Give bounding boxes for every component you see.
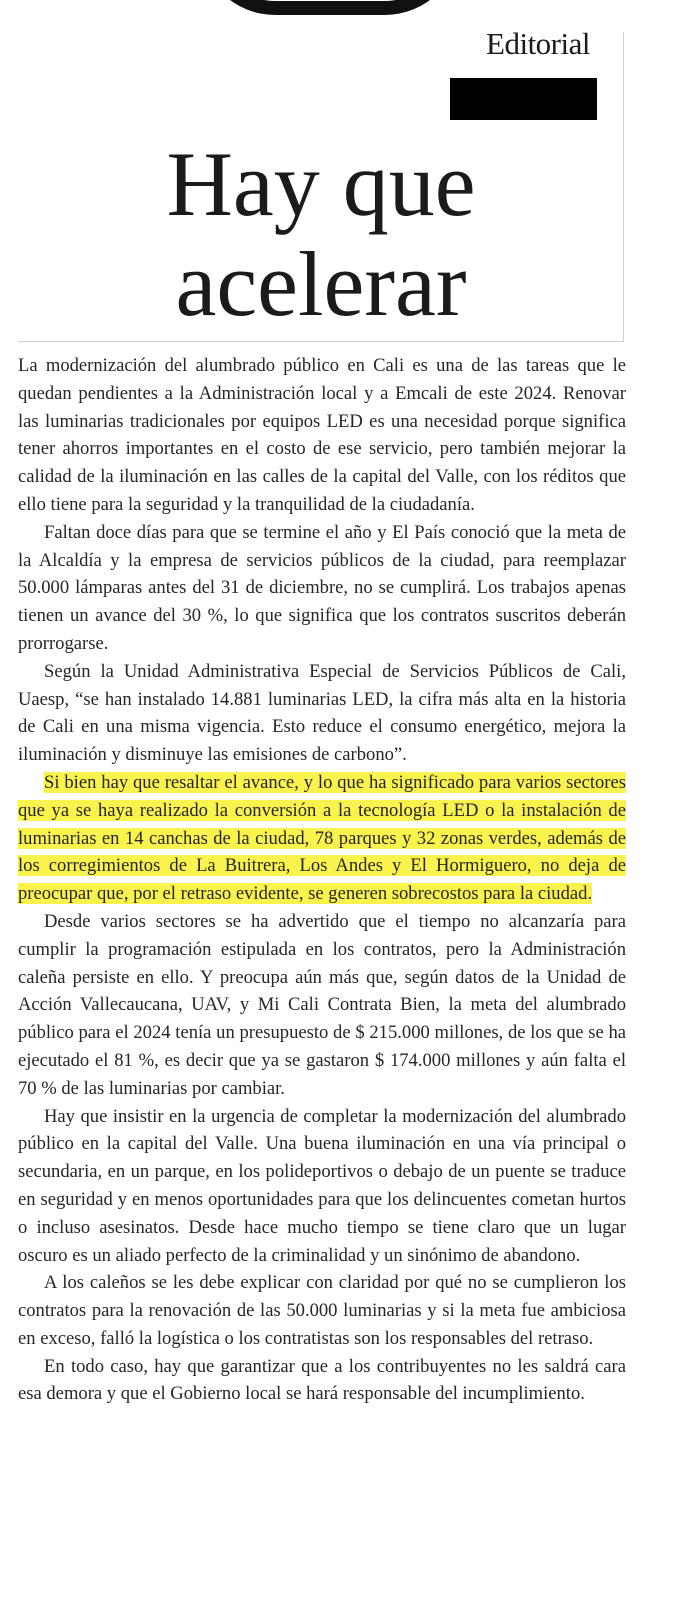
redaction-bar xyxy=(450,78,597,120)
section-label: Editorial xyxy=(486,26,590,61)
paragraph-6: Hay que insistir en la urgencia de completar la modernización del alumbrado público en la capital del Valle. Una buena iluminación en una vía principal o secundaria, en un parque, en los polideportivos o debajo de un puente se traduce en seguridad y en menos oportunidades para que los delincuentes cometan hurtos o incluso asesinatos. Desde hace mucho tiempo se tiene claro que un lugar oscuro es un aliado perfecto de la criminalidad y un sinónimo de abandono. xyxy=(18,1105,626,1266)
paragraph-2: Faltan doce días para que se termine el año y El País conoció que la meta de la Alcaldía y la empresa de servicios públicos de la ciudad, para reemplazar 50.000 lámparas antes del 31 de diciembre, no se cumplirá. Los trabajos apenas tienen un avance del 30 %, lo que significa que los contratos suscritos deberán prorrogarse. xyxy=(18,521,626,654)
paragraph-5: Desde varios sectores se ha advertido que el tiempo no alcanzaría para cumplir la programación estipulada en los contratos, pero la Administración caleña persiste en ello. Y preocupa aún más que, según datos de la Unidad de Acción Vallecaucana, UAV, y Mi Cali Contrata Bien, la meta del alumbrado público para el 2024 tenía un presupuesto de $ 215.000 millones, de los que se ha ejecutado el 81 %, es decir que ya se gastaron $ 174.000 millones y aún falta el 70 % de las luminarias por cambiar. xyxy=(18,910,626,1099)
paragraph-7: A los caleños se les debe explicar con claridad por qué no se cumplieron los contratos para la renovación de las 50.000 luminarias y si la meta fue ambiciosa en exceso, falló la logística o los contratistas son los responsables del retraso. xyxy=(18,1272,626,1349)
paragraph-3: Según la Unidad Administrativa Especial de Servicios Públicos de Cali, Uaesp, “se han instalado 14.881 luminarias LED, la cifra más alta en la historia de Cali en una misma vigencia. Esto reduce el consumo energético, mejora la iluminación y disminuye las emisiones de carbono”. xyxy=(18,660,626,766)
headline: Hay que acelerar xyxy=(166,133,476,335)
column-rule-horizontal xyxy=(18,341,624,342)
paragraph-8: En todo caso, hay que garantizar que a los contribuyentes no les saldrá cara esa demora y que el Gobierno local se hará responsable del incumplimiento. xyxy=(18,1355,626,1405)
article-body xyxy=(18,352,626,1408)
highlighted-text: Si bien hay que resaltar el avance, y lo que ha significado para varios sectores que ya se haya realizado la conversión a la tecnología LED o la instalación de luminarias en 14 canchas de la ciudad, 78 parques y 32 zonas verdes, además de los corregimientos de La Buitrera, Los Andes y El Hormiguero, no deja de preocupar que, por el retraso evidente, se generen sobrecostos para la ciudad. xyxy=(18,771,626,905)
masthead-logo-fragment xyxy=(200,0,460,15)
paragraph-1: La modernización del alumbrado público en Cali es una de las tareas que le quedan pendientes a la Administración local y a Emcali de este 2024. Renovar las luminarias tradicionales por equipos LED es una necesidad porque significa tener ahorros importantes en el costo de ese servicio, pero también mejorar la calidad de la iluminación en las calles de la capital del Valle, con los réditos que ello tiene para la seguridad y la tranquilidad de la ciudadanía. xyxy=(18,355,626,515)
paragraph-4-highlighted xyxy=(18,769,626,908)
